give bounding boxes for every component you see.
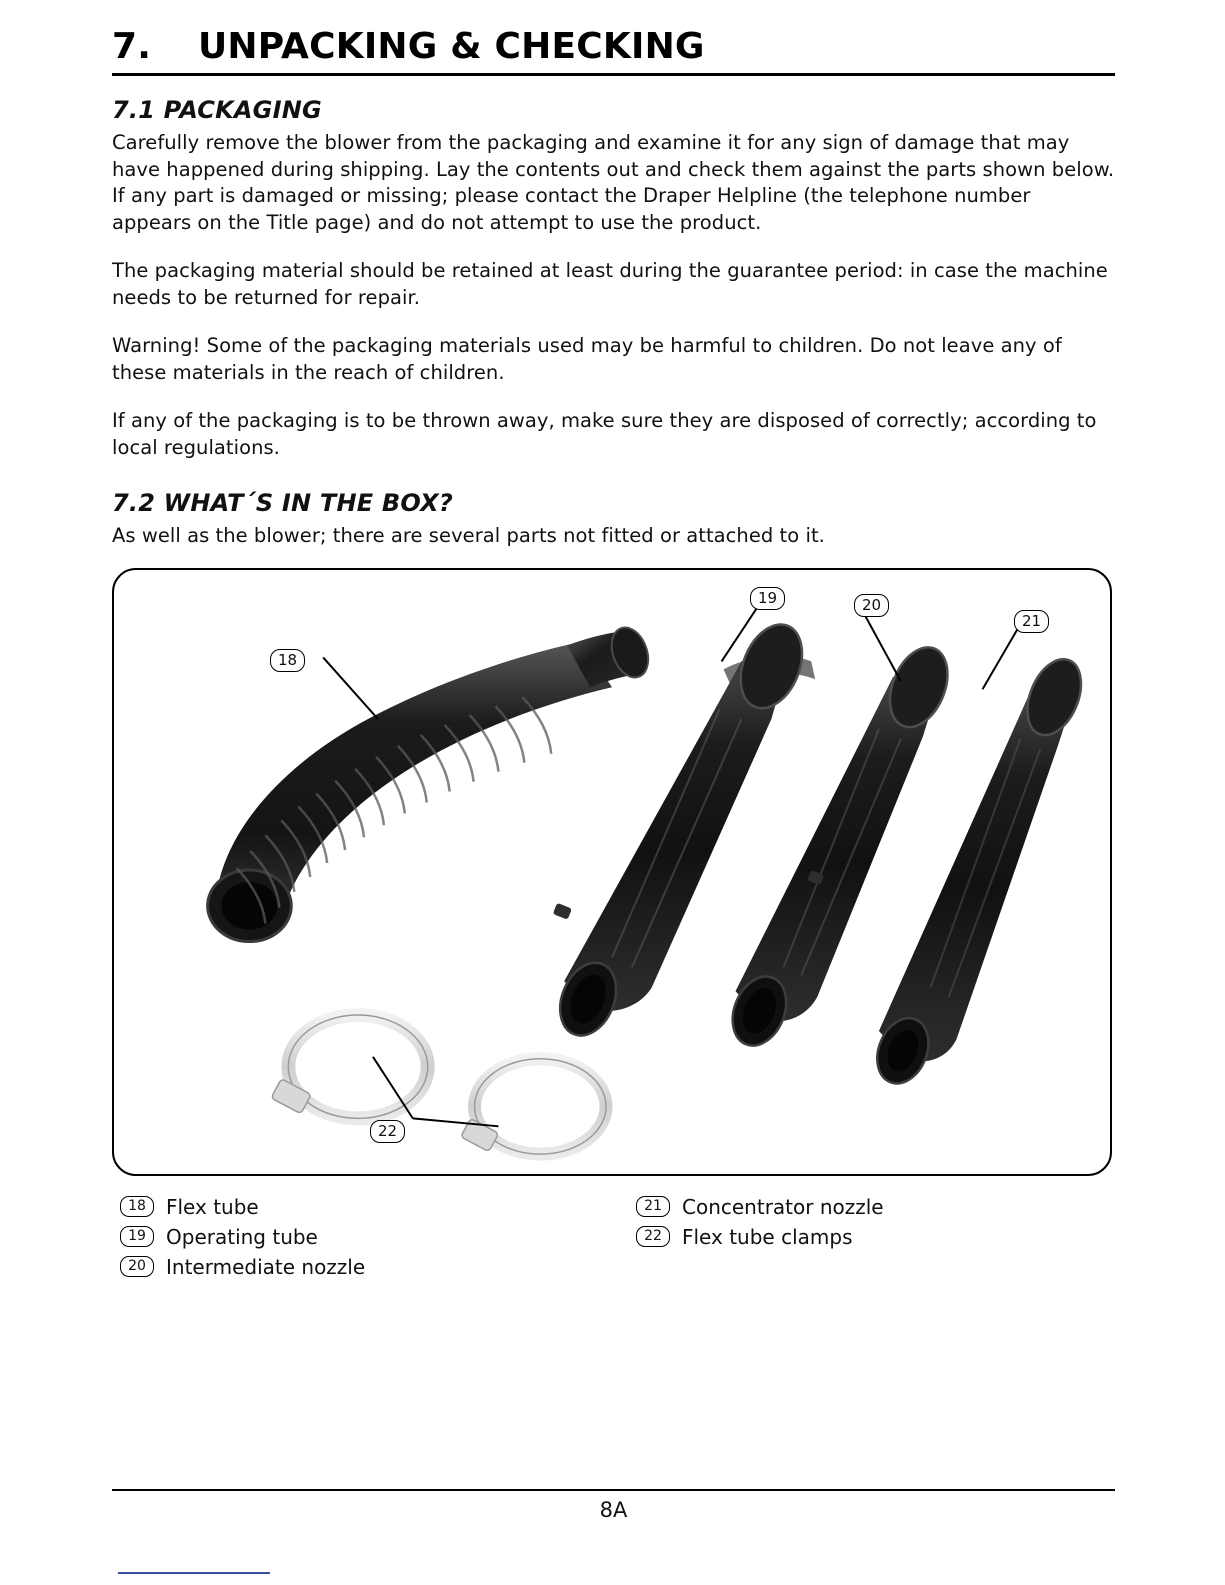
callout-20: 20 (854, 594, 889, 617)
packaging-paragraph-3: Warning! Some of the packaging materials used may be harmful to children. Do not leave any of these materials in the reach of children. (112, 334, 1062, 384)
callout-21: 21 (1014, 610, 1049, 633)
page-content (112, 26, 1115, 1292)
parts-legend (112, 1192, 1115, 1292)
callout-22: 22 (370, 1120, 405, 1143)
callout-18: 18 (270, 649, 305, 672)
chapter-heading (112, 26, 1115, 73)
packaging-paragraph-2: The packaging material should be retained at least during the guarantee period: in case the machine needs to be returned for repair. (112, 259, 1108, 309)
legend-item-21 (636, 1192, 884, 1222)
section-heading-packaging: 7.1 PACKAGING (112, 96, 322, 124)
legend-item-19 (120, 1222, 365, 1252)
legend-column-left (120, 1192, 365, 1282)
legend-label-21: Concentrator nozzle (682, 1194, 884, 1219)
footer-underline-mark (118, 1572, 270, 1574)
legend-badge-19: 19 (120, 1226, 154, 1247)
footer-divider (112, 1489, 1115, 1491)
legend-label-22: Flex tube clamps (682, 1224, 853, 1249)
legend-badge-20: 20 (120, 1256, 154, 1277)
section-heading-whats-in-the-box: 7.2 WHAT´S IN THE BOX? (112, 489, 453, 517)
legend-badge-22: 22 (636, 1226, 670, 1247)
page-number: 8A (599, 1498, 628, 1522)
parts-figure (112, 568, 1112, 1176)
legend-badge-18: 18 (120, 1196, 154, 1217)
legend-item-18 (120, 1192, 365, 1222)
legend-label-19: Operating tube (166, 1224, 318, 1249)
chapter-number: 7. (112, 26, 152, 67)
legend-item-22 (636, 1222, 884, 1252)
chapter-title: UNPACKING & CHECKING (198, 26, 705, 67)
box-contents-intro: As well as the blower; there are several parts not fitted or attached to it. (112, 524, 825, 547)
packaging-paragraph-1: Carefully remove the blower from the packaging and examine it for any sign of damage that may have happened during shipping. Lay the contents out and check them against the parts shown below. If any part is damaged or missing; please contact the Draper Helpline (the telephone number appears on the Title page) and do not attempt to use the product. (112, 131, 1115, 234)
legend-badge-21: 21 (636, 1196, 670, 1217)
figure-illustration (114, 570, 1110, 1174)
legend-label-18: Flex tube (166, 1194, 259, 1219)
legend-column-right (636, 1192, 884, 1252)
legend-item-20 (120, 1252, 365, 1282)
header-divider (112, 73, 1115, 76)
legend-label-20: Intermediate nozzle (166, 1254, 366, 1279)
packaging-paragraph-4: If any of the packaging is to be thrown away, make sure they are disposed of correctly; according to local regulations. (112, 409, 1097, 459)
callout-19: 19 (750, 587, 785, 610)
